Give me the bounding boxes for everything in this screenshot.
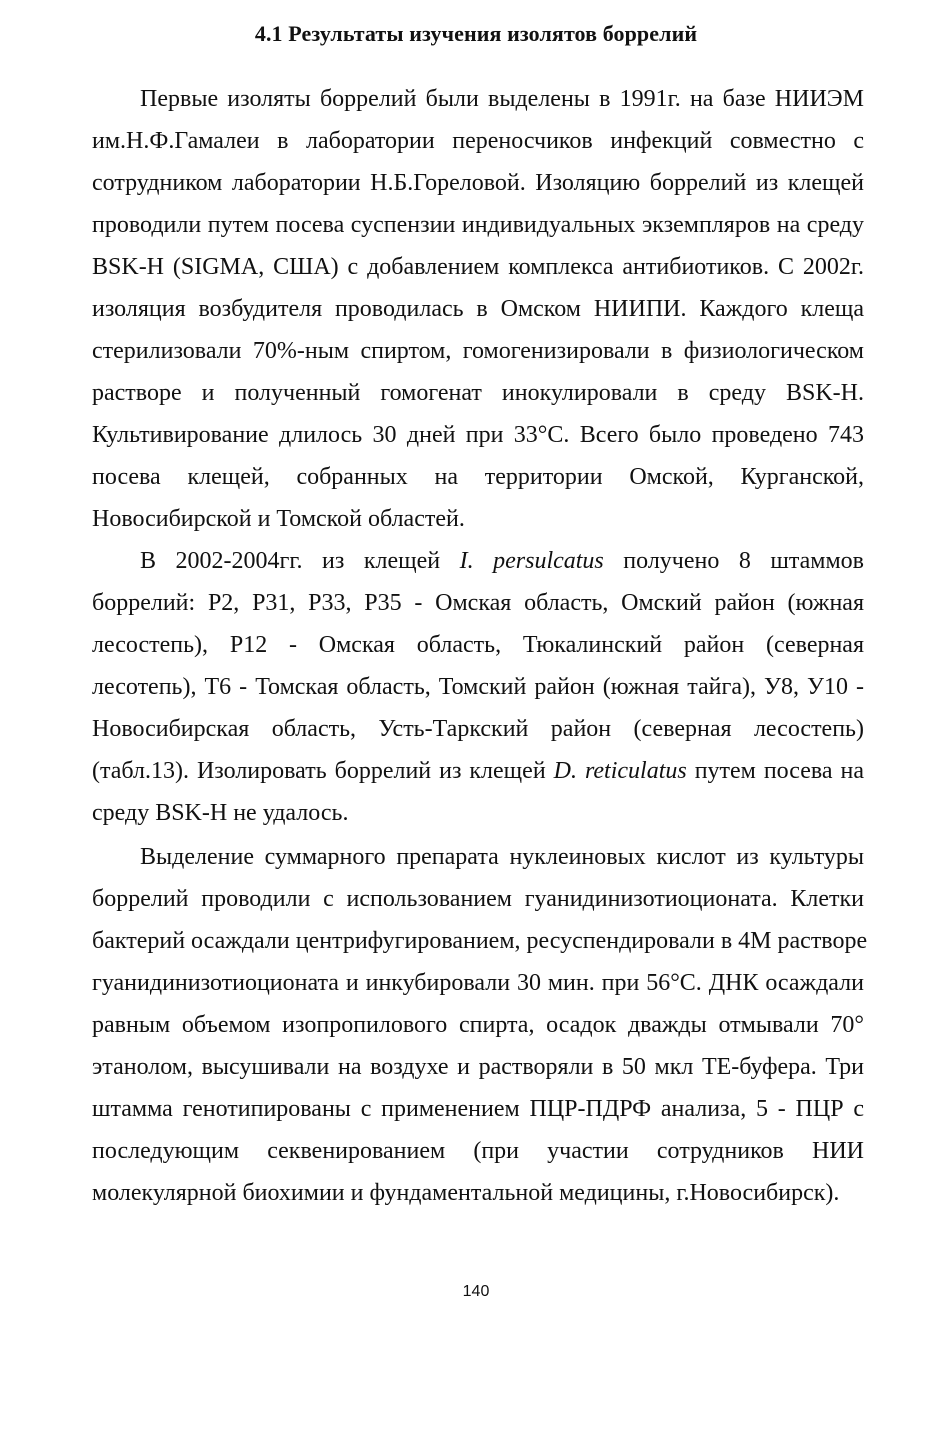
page-number: 140 (462, 1283, 490, 1300)
text-line: Выделение суммарного препарата нуклеиновых кислот из культуры (140, 844, 864, 870)
text-segment: получено 8 штаммов (603, 548, 864, 574)
text-line: стерилизовали 70%-ным спиртом, гомогенизировали в физиологическом (92, 338, 864, 364)
text-line: Культивирование длилось 30 дней при 33°С. Всего было проведено 743 (92, 422, 864, 448)
text-line: равным объемом изопропилового спирта, осадок дважды отмывали 70° (92, 1012, 864, 1038)
text-line: боррелий проводили с использованием гуанидинизотиоционата. Клетки (92, 886, 864, 912)
paragraph-3 (92, 836, 868, 1214)
species-name: I. persulcatus (459, 548, 604, 574)
text-line: проводили путем посева суспензии индивидуальных экземпляров на среду (92, 212, 864, 238)
text-line: им.Н.Ф.Гамалеи в лаборатории переносчиков инфекций совместно с (92, 128, 864, 154)
text-segment: В 2002-2004гг. из клещей (140, 548, 460, 574)
text-line: растворе и полученный гомогенат инокулировали в среду BSK-H. (92, 380, 864, 406)
text-line: Новосибирской и Томской областей. (92, 506, 465, 532)
text-line: гуанидинизотиоционата и инкубировали 30 мин. при 56°С. ДНК осаждали (92, 970, 864, 996)
text-line: штамма генотипированы с применением ПЦР-ПДРФ анализа, 5 - ПЦР с (92, 1096, 864, 1122)
text-line: боррелий: Р2, Р31, Р33, Р35 - Омская область, Омский район (южная (92, 590, 864, 616)
text-line: бактерий осаждали центрифугированием, ресуспендировали в 4М растворе (92, 928, 868, 954)
paragraph-1 (92, 78, 864, 540)
species-name: D. reticulatus (553, 758, 687, 784)
paragraph-2 (92, 540, 864, 834)
text-line: изоляция возбудителя проводилась в Омском НИИПИ. Каждого клеща (92, 296, 864, 322)
text-line: Первые изоляты боррелий были выделены в 1991г. на базе НИИЭМ (140, 86, 864, 112)
text-line (92, 750, 864, 792)
text-line: лесотепь), Т6 - Томская область, Томский район (южная тайга), У8, У10 - (92, 674, 864, 700)
text-line: последующим секвенированием (при участии сотрудников НИИ (92, 1138, 864, 1164)
text-line (92, 540, 864, 582)
text-segment: путем посева на (686, 758, 865, 784)
text-line: Новосибирская область, Усть-Таркский район (северная лесостепь) (92, 716, 864, 742)
text-line: BSK-H (SIGMA, США) с добавлением комплекса антибиотиков. С 2002г. (92, 254, 864, 280)
text-line: молекулярной биохимии и фундаментальной медицины, г.Новосибирск). (92, 1180, 840, 1206)
text-line: лесостепь), Р12 - Омская область, Тюкалинский район (северная (92, 632, 864, 658)
text-line: сотрудником лаборатории Н.Б.Гореловой. Изоляцию боррелий из клещей (92, 170, 864, 196)
text-line: посева клещей, собранных на территории Омской, Курганской, (92, 464, 864, 490)
section-heading: 4.1 Результаты изучения изолятов боррелий (254, 21, 698, 46)
text-line: среду BSK-H не удалось. (92, 800, 349, 826)
text-line: этанолом, высушивали на воздухе и растворяли в 50 мкл ТЕ-буфера. Три (92, 1054, 864, 1080)
text-segment: (табл.13). Изолировать боррелий из клещей (92, 758, 554, 784)
